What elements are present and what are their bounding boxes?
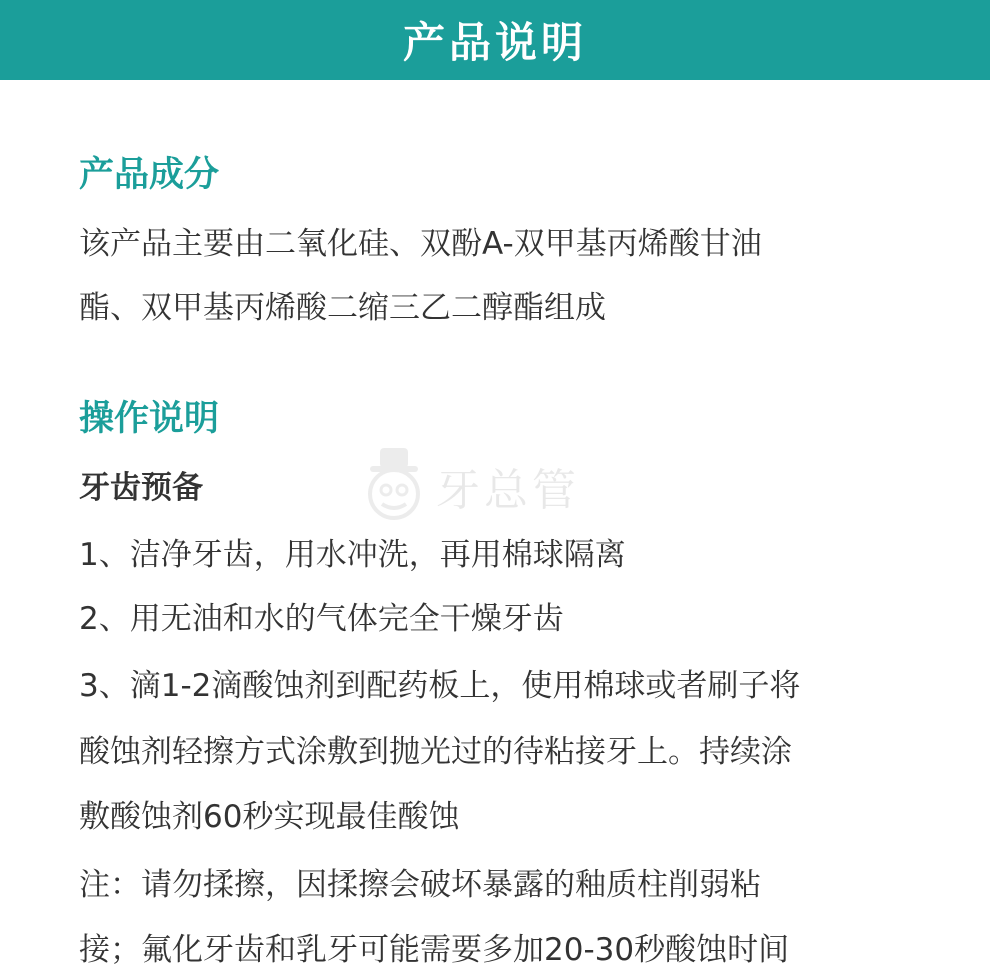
watermark xyxy=(362,446,632,526)
page-title: 产品说明 xyxy=(402,18,587,67)
instruction-line-1: 1、洁净牙齿，用水冲洗，再用棉球隔离 xyxy=(79,537,626,573)
instruction-line-2: 2、用无油和水的气体完全干燥牙齿 xyxy=(79,601,564,637)
ingredients-line-2: 酯、双甲基丙烯酸二缩三乙二醇酯组成 xyxy=(79,290,606,326)
instruction-line-4: 酸蚀剂轻擦方式涂敷到抛光过的待粘接牙上。持续涂 xyxy=(79,734,792,770)
watermark-text: 牙总管 xyxy=(436,465,580,516)
instruction-line-3: 3、滴1-2滴酸蚀剂到配药板上，使用棉球或者刷子将 xyxy=(79,668,801,704)
instructions-subheading: 牙齿预备 xyxy=(79,470,203,506)
ingredients-title: 产品成分 xyxy=(79,155,220,195)
instruction-note-line-2: 接；氟化牙齿和乳牙可能需要多加20-30秒酸蚀时间 xyxy=(79,932,790,968)
instructions-title: 操作说明 xyxy=(79,399,220,439)
instruction-line-5: 敷酸蚀剂60秒实现最佳酸蚀 xyxy=(79,799,460,835)
ingredients-line-1: 该产品主要由二氧化硅、双酚A-双甲基丙烯酸甘油 xyxy=(79,226,762,262)
page-header xyxy=(0,0,990,80)
mascot-logo-icon xyxy=(362,446,426,526)
instruction-note-line-1: 注：请勿揉擦，因揉擦会破坏暴露的釉质柱削弱粘 xyxy=(79,867,761,903)
